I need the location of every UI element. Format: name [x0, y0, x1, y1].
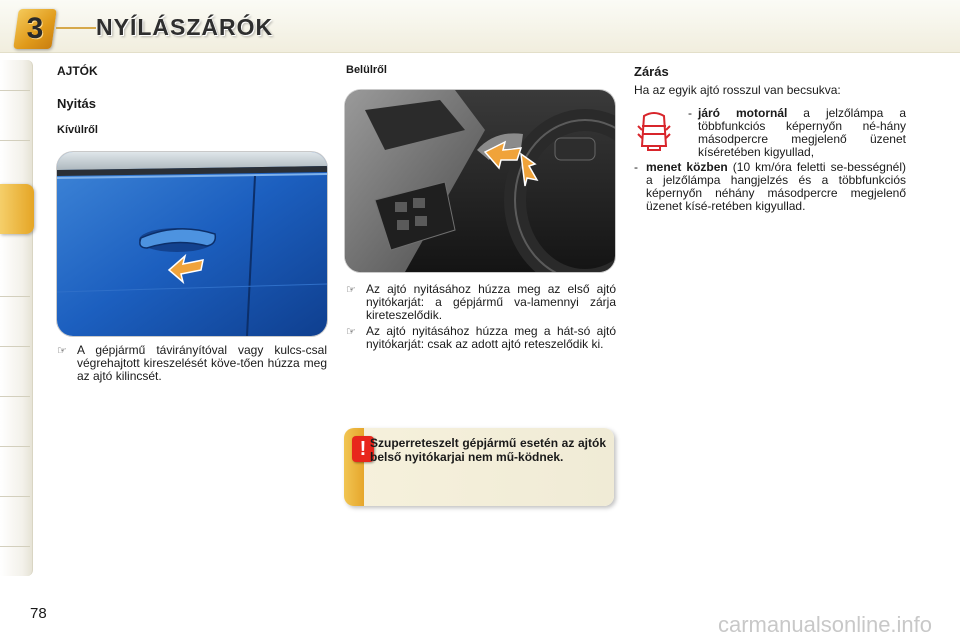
interior-door-handle-photo	[345, 90, 615, 272]
list-dash: -	[688, 106, 692, 120]
subsection-title-nyitas: Nyitás	[57, 96, 97, 111]
page-number: 78	[30, 605, 47, 622]
chapter-tab-rail	[0, 60, 33, 576]
tab-divider	[0, 346, 30, 347]
sub-heading-kivulrol: Kívülről	[57, 124, 98, 136]
interior-rear-instruction	[346, 325, 616, 351]
section-title-ajtok: AJTÓK	[57, 64, 98, 78]
tab-divider	[0, 446, 30, 447]
exterior-door-handle-photo	[57, 152, 327, 336]
tab-divider	[0, 396, 30, 397]
interior-front-text: Az ajtó nyitásához húzza meg az első ajtó nyitókarját: a gépjármű va-lamennyi zárja kireteszelődik.	[366, 282, 616, 322]
exterior-door-illustration	[57, 152, 327, 336]
exclamation-warning-icon: !	[352, 436, 374, 462]
tab-divider	[0, 496, 30, 497]
watermark: carmanualsonline.info	[718, 612, 933, 637]
exterior-open-text: A gépjármű távirányítóval vagy kulcs-csal végrehajtott kireszelését köve-tően húzza meg az ajtó kilincsét.	[77, 343, 327, 383]
driving-text: (10 km/óra feletti se-bességnél) a jelzőlámpa hangjelzés és a többfunkciós képernyőn néhány másodpercre megjelenő üzenet kísé-retében kigyullad.	[646, 160, 906, 213]
chapter-rule	[56, 27, 96, 29]
engine-running-text: a jelzőlámpa a többfunkciós képernyőn né-hány másodpercre megjelenő üzenet kíséretében kigyullad,	[698, 106, 906, 159]
interior-rear-text: Az ajtó nyitásához húzza meg a hát-só ajtó nyitókarját: csak az adott ajtó reteszelődik ki.	[366, 324, 616, 351]
closing-item-engine-text	[698, 107, 906, 159]
closing-item-driving	[634, 161, 906, 213]
pointing-hand-icon: ☞	[57, 345, 67, 357]
pointing-hand-icon: ☞	[346, 284, 356, 296]
exterior-open-instruction	[57, 344, 327, 383]
interior-door-illustration	[345, 90, 615, 272]
warning-box	[344, 428, 614, 506]
sub-heading-belulrol: Belülről	[346, 64, 387, 76]
warning-text: Szuperreteszelt gépjármű esetén az ajtók belső nyitókarjai nem mű-ködnek.	[370, 436, 606, 464]
door-open-warning-icon	[636, 110, 672, 152]
chapter-tab-active	[0, 184, 34, 234]
pointing-hand-icon: ☞	[346, 326, 356, 338]
closing-intro: Ha az egyik ajtó rosszul van becsukva:	[634, 83, 841, 97]
driving-label: menet közben	[646, 160, 728, 174]
closing-item-engine	[688, 107, 906, 159]
tab-divider	[0, 296, 30, 297]
section-title-zaras: Zárás	[634, 64, 669, 79]
tab-divider	[0, 90, 30, 91]
interior-front-instruction	[346, 283, 616, 322]
page-header-title: NYÍLÁSZÁRÓK	[96, 14, 274, 40]
list-dash: -	[634, 160, 638, 174]
tab-divider	[0, 546, 30, 547]
chapter-badge	[13, 9, 57, 49]
closing-item-driving-text	[646, 161, 906, 213]
engine-running-label: járó motornál	[698, 106, 788, 120]
tab-divider	[0, 140, 30, 141]
chapter-number: 3	[26, 12, 44, 45]
